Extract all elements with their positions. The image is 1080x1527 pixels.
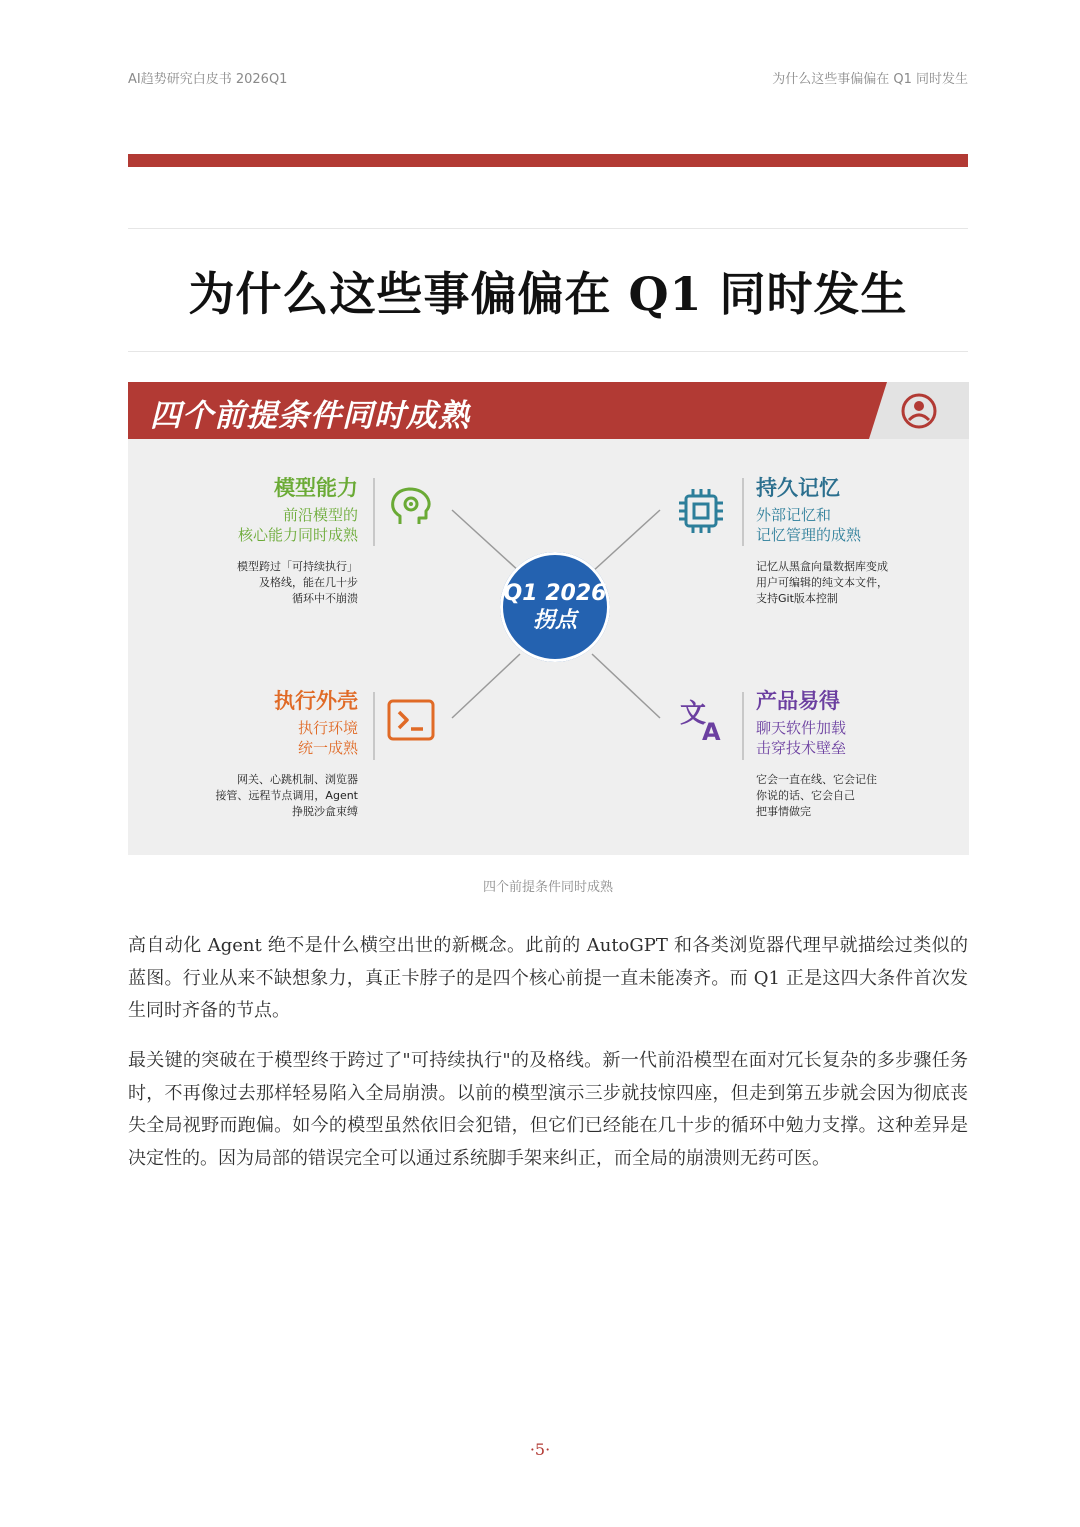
quadrant-subtitle-line: 聊天软件加载 <box>756 719 847 737</box>
quadrant-description-line: 挣脱沙盒束缚 <box>292 805 358 818</box>
quadrant-description-line: 用户可编辑的纯文本文件， <box>756 576 888 589</box>
quadrant-subtitle-line: 外部记忆和 <box>756 506 832 524</box>
quadrant-divider <box>373 478 375 546</box>
quadrant-subtitle-line: 前沿模型的 <box>282 506 358 524</box>
quadrant-divider <box>373 692 375 760</box>
quadrant-divider <box>742 692 744 760</box>
quadrant-description-line: 把事情做完 <box>756 805 811 818</box>
terminal-icon <box>386 698 436 742</box>
quadrant-model-capability <box>138 474 358 607</box>
quadrant-subtitle <box>138 718 358 758</box>
accent-bar <box>128 154 968 167</box>
quadrant-description-line: 接管、远程节点调用，Agent <box>215 789 358 802</box>
quadrant-title: 执行外壳 <box>274 689 358 713</box>
infographic-figure <box>128 382 969 855</box>
figure-caption: 四个前提条件同时成熟 <box>482 880 613 895</box>
body-paragraph: 高自动化 Agent 绝不是什么横空出世的新概念。此前的 AutoGPT 和各类浏览器代理早就描绘过类似的蓝图。行业从来不缺想象力，真正卡脖子的是四个核心前提一直未能凑齐。而 Q1 正是这四大条件首次发生同时齐备的节点。 <box>128 935 968 1021</box>
quadrant-execution-shell <box>138 687 358 820</box>
page-title: 为什么这些事偏偏在 Q1 同时发生 <box>188 267 908 321</box>
chip-icon <box>676 486 726 536</box>
quadrant-subtitle-line: 击穿技术壁垒 <box>756 739 847 757</box>
brain-gear-icon <box>386 484 436 534</box>
title-rule-bottom <box>128 351 968 352</box>
quadrant-description-line: 网关、心跳机制、浏览器 <box>237 773 358 786</box>
quadrant-description <box>756 559 956 607</box>
quadrant-subtitle-line: 执行环境 <box>297 719 358 737</box>
quadrant-product-accessibility <box>756 687 956 820</box>
quadrant-persistent-memory <box>756 474 956 607</box>
header-left: AI趋势研究白皮书 2026Q1 <box>128 72 288 87</box>
quadrant-subtitle <box>756 505 956 545</box>
quadrant-description-line: 模型跨过「可持续执行」 <box>237 560 358 573</box>
quadrant-divider <box>742 478 744 546</box>
running-header <box>128 68 968 87</box>
quadrant-description-line: 你说的话、它会自己 <box>756 789 855 802</box>
hub-circle <box>500 552 610 662</box>
quadrant-description-line: 及格线，能在几十步 <box>259 576 358 589</box>
quadrant-title: 模型能力 <box>274 476 358 500</box>
quadrant-subtitle <box>756 718 956 758</box>
svg-text:文: 文 <box>680 699 707 729</box>
quadrant-subtitle-line: 记忆管理的成熟 <box>756 526 862 544</box>
translate-icon <box>678 696 726 744</box>
quadrant-description <box>138 559 358 607</box>
quadrant-title: 产品易得 <box>756 689 840 713</box>
quadrant-description-line: 循环中不崩溃 <box>292 592 358 605</box>
quadrant-subtitle <box>138 505 358 545</box>
quadrant-description <box>138 772 358 820</box>
quadrant-description-line: 它会一直在线、它会记住 <box>756 773 877 786</box>
svg-text:A: A <box>702 718 721 744</box>
figure-banner-title: 四个前提条件同时成熟 <box>150 398 470 434</box>
hub-label-line2: 拐点 <box>532 608 577 633</box>
body-paragraph: 最关键的突破在于模型终于跨过了"可持续执行"的及格线。新一代前沿模型在面对冗长复杂的多步骤任务时，不再像过去那样轻易陷入全局崩溃。以前的模型演示三步就技惊四座，但走到第五步就会因为彻底丧失全局视野而跑偏。如今的模型虽然依旧会犯错，但它们已经能在几十步的循环中勉力支撑。这种差异是决定性的。因为局部的错误完全可以通过系统脚手架来纠正，而全局的崩溃则无药可医。 <box>128 1050 968 1169</box>
header-right: 为什么这些事偏偏在 Q1 同时发生 <box>772 72 968 87</box>
quadrant-description-line: 支持Git版本控制 <box>756 592 838 605</box>
quadrant-subtitle-line: 核心能力同时成熟 <box>237 526 358 544</box>
quadrant-subtitle-line: 统一成熟 <box>297 739 358 757</box>
title-rule-top <box>128 228 968 229</box>
quadrant-description <box>756 772 956 820</box>
quadrant-title: 持久记忆 <box>756 476 840 500</box>
page-number: ·5· <box>529 1440 551 1459</box>
hub-label-line1: Q1 2026 <box>503 581 607 606</box>
quadrant-description-line: 记忆从黑盒向量数据库变成 <box>756 560 888 573</box>
